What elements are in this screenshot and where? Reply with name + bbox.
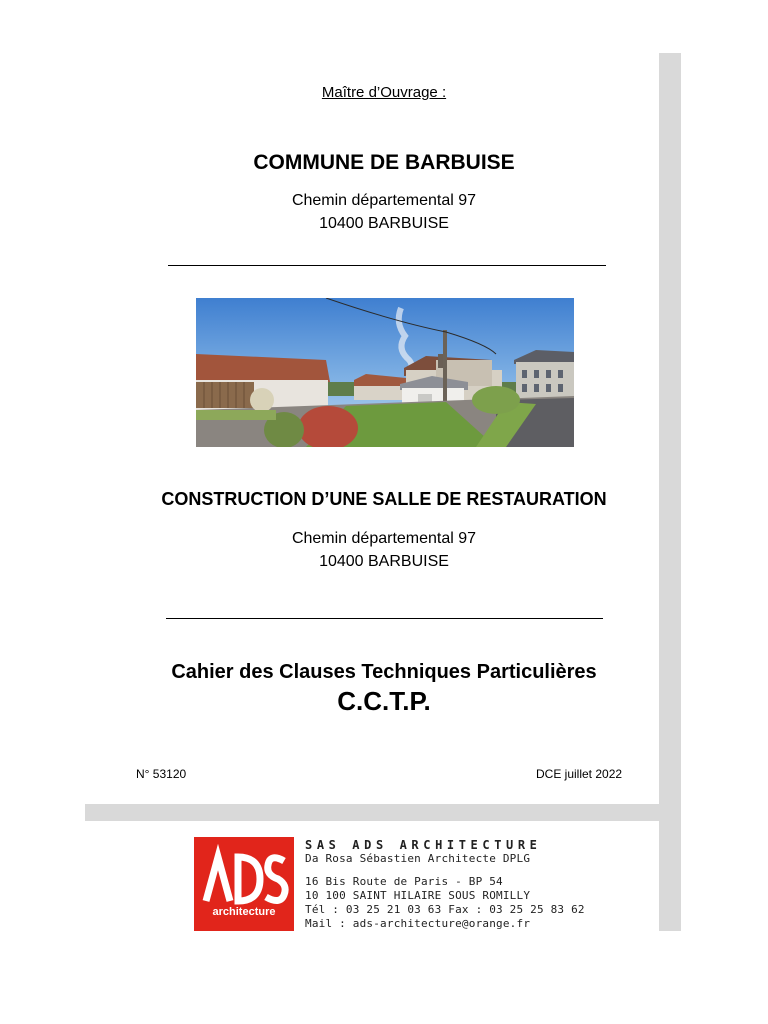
firm-phone-fax: Tél : 03 25 21 03 63 Fax : 03 25 25 83 62 bbox=[305, 903, 585, 916]
divider bbox=[168, 265, 606, 266]
document-phase-date: DCE juillet 2022 bbox=[536, 767, 623, 781]
project-address-line2: 10400 BARBUISE bbox=[319, 553, 449, 570]
site-photo bbox=[196, 298, 574, 447]
document-title: Cahier des Clauses Techniques Particulières bbox=[171, 661, 597, 683]
document-number: N° 53120 bbox=[136, 767, 187, 781]
owner-label: Maître d’Ouvrage : bbox=[321, 84, 447, 101]
firm-address-street: 16 Bis Route de Paris - BP 54 bbox=[305, 875, 503, 888]
owner-address-line2: 10400 BARBUISE bbox=[319, 215, 449, 232]
ads-logo bbox=[194, 837, 294, 931]
project-address-line1: Chemin départemental 97 bbox=[291, 530, 477, 547]
divider bbox=[166, 618, 603, 619]
project-address bbox=[0, 527, 768, 573]
architect-name: Da Rosa Sébastien Architecte DPLG bbox=[305, 852, 531, 865]
owner-name: COMMUNE DE BARBUISE bbox=[253, 151, 515, 174]
firm-email: Mail : ads-architecture@orange.fr bbox=[305, 917, 531, 930]
owner-address bbox=[0, 189, 768, 235]
project-title: CONSTRUCTION D’UNE SALLE DE RESTAURATION bbox=[161, 489, 607, 509]
logo-subtitle: architecture bbox=[212, 906, 276, 918]
owner-address-line1: Chemin départemental 97 bbox=[291, 192, 477, 209]
firm-address-city: 10 100 SAINT HILAIRE SOUS ROMILLY bbox=[305, 889, 531, 902]
document-abbreviation: C.C.T.P. bbox=[337, 686, 431, 716]
page-shadow-bottom bbox=[85, 804, 681, 821]
firm-name: SAS ADS ARCHITECTURE bbox=[305, 838, 542, 852]
